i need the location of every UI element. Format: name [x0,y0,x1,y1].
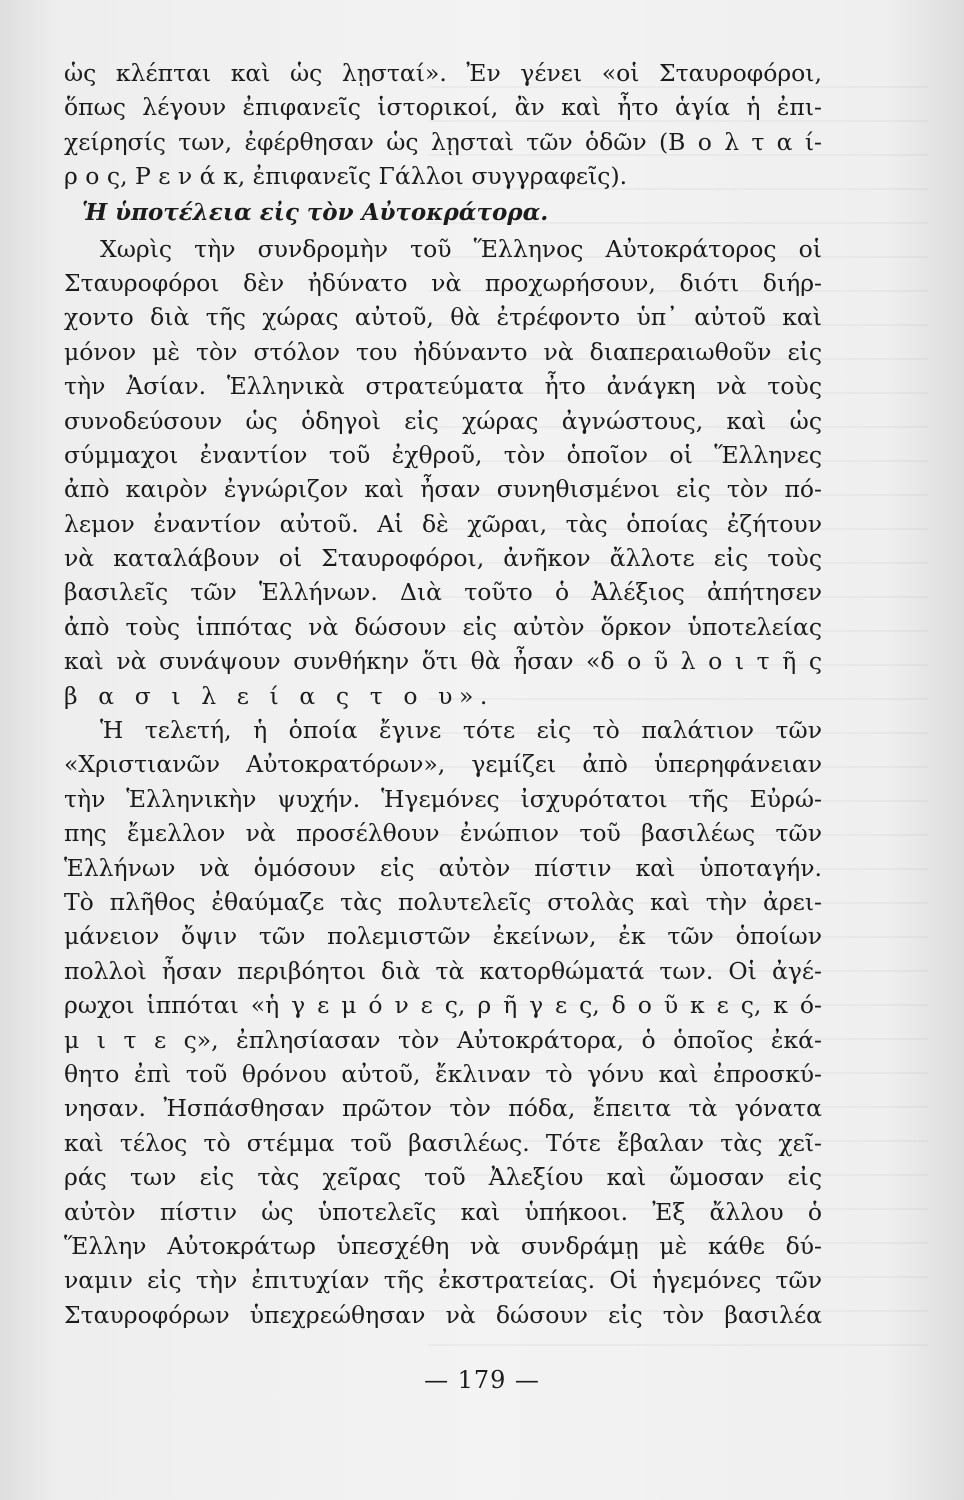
text-line: Σταυροφόροι δὲν ἠδύνατο νὰ προχωρήσουν, διότι διήρ- [64,268,822,297]
text-line: «Χριστιανῶν Αὐτοκρατόρων», γεμίζει ἀπὸ ὑπερηφάνειαν [64,750,822,779]
page-number: — 179 — [424,1366,540,1394]
text-line: Σταυροφόρων ὑπεχρεώθησαν νὰ δώσουν εἰς τὸν βασιλέα [64,1300,822,1329]
text-line: Ἡ τελετή, ἡ ὁποία ἔγινε τότε εἰς τὸ παλάτιον τῶν [100,716,822,745]
text-line: σύμμαχοι ἐναντίον τοῦ ἐχθροῦ, τὸν ὁποῖον οἱ Ἕλληνες [64,440,822,469]
text-line: Τὸ πλῆθος ἐθαύμαζε τὰς πολυτελεῖς στολὰς καὶ τὴν ἀρει- [64,887,822,916]
text-line: ἀπὸ καιρὸν ἐγνώριζον καὶ ἦσαν συνηθισμένοι εἰς τὸν πό- [64,475,822,504]
text-line: ράς των εἰς τὰς χεῖρας τοῦ Ἀλεξίου καὶ ὤμοσαν εἰς [64,1163,822,1192]
text-line: Ἑλλήνων νὰ ὁμόσουν εἰς αὐτὸν πίστιν καὶ ὑποταγήν. [64,853,822,882]
text-line: τὴν Ἀσίαν. Ἑλληνικὰ στρατεύματα ἦτο ἀνάγκη νὰ τοὺς [64,372,822,401]
text-line: ὡς κλέπται καὶ ὡς λῃσταί». Ἐν γένει «οἱ Σταυροφόροι, [64,59,822,87]
text-line: χοντο διὰ τῆς χώρας αὐτοῦ, θὰ ἐτρέφοντο ὑπ᾽ αὐτοῦ καὶ [64,303,822,332]
text-line: θητο ἐπὶ τοῦ θρόνου αὐτοῦ, ἔκλιναν τὸ γόνυ καὶ ἐπροσκύ- [64,1059,822,1088]
text-line: καὶ νὰ συνάψουν συνθήκην ὅτι θὰ ἦσαν «δ ο ῦ λ ο ι τ ῆ ς [64,647,822,676]
text-line: Ἕλλην Αὐτοκράτωρ ὑπεσχέθη νὰ συνδράμῃ μὲ κάθε δύ- [64,1231,822,1260]
text-line: χείρησίς των, ἐφέρθησαν ὡς λῃσταὶ τῶν ὁδῶν (Β ο λ τ α ί- [64,127,822,156]
text-line: αὐτὸν πίστιν ὡς ὑποτελεῖς καὶ ὑπήκοοι. Ἐξ ἄλλου ὁ [64,1197,822,1226]
text-line: ρ ο ς, Ρ ε ν ά κ, ἐπιφανεῖς Γάλλοι συγγραφεῖς). [64,162,628,191]
text-line: τὴν Ἑλληνικὴν ψυχήν. Ἡγεμόνες ἰσχυρότατοι τῆς Εὐρώ- [64,784,822,813]
text-line: ναμιν εἰς τὴν ἐπιτυχίαν τῆς ἐκστρατείας. Οἱ ἡγεμόνες τῶν [64,1266,822,1295]
text-line: ρωχοι ἱππόται «ἡ γ ε μ ό ν ε ς, ρ ῆ γ ε ς, δ ο ῦ κ ε ς, κ ό- [64,991,822,1020]
text-line: β α σ ι λ ε ί α ς τ ο υ». [64,681,494,710]
text-line: νησαν. Ἠσπάσθησαν πρῶτον τὸν πόδα, ἔπειτα τὰ γόνατα [64,1094,822,1123]
text-line: μόνον μὲ τὸν στόλον του ἠδύναντο νὰ διαπεραιωθοῦν εἰς [64,337,822,366]
text-line: βασιλεῖς τῶν Ἑλλήνων. Διὰ τοῦτο ὁ Ἀλέξιος ἀπήτησεν [64,578,822,607]
text-line: νὰ καταλάβουν οἱ Σταυροφόροι, ἀνῆκον ἄλλοτε εἰς τοὺς [64,544,822,573]
text-line: πης ἔμελλον νὰ προσέλθουν ἐνώπιον τοῦ βασιλέως τῶν [64,819,822,848]
text-line: συνοδεύσουν ὡς ὁδηγοὶ εἰς χώρας ἀγνώστους, καὶ ὡς [64,406,822,435]
text-line: μάνειον ὄψιν τῶν πολεμιστῶν ἐκείνων, ἐκ τῶν ὁποίων [64,922,822,951]
section-heading: Ἡ ὑποτέλεια εἰς τὸν Αὐτοκράτορα. [82,198,549,226]
text-line: καὶ τέλος τὸ στέμμα τοῦ βασιλέως. Τότε ἔβαλαν τὰς χεῖ- [64,1128,822,1157]
text-line: μ ι τ ε ς», ἐπλησίασαν τὸν Αὐτοκράτορα, ὁ ὁποῖος ἐκά- [64,1025,822,1054]
text-line: ἀπὸ τοὺς ἱππότας νὰ δώσουν εἰς αὐτὸν ὅρκον ὑποτελείας [64,612,822,641]
text-line: πολλοὶ ἦσαν περιβόητοι διὰ τὰ κατορθώματά των. Οἱ ἀγέ- [64,956,822,985]
text-line: λεμον ἐναντίον αὐτοῦ. Αἱ δὲ χῶραι, τὰς ὁποίας ἐζήτουν [64,509,822,538]
text-line: Χωρὶς τὴν συνδρομὴν τοῦ Ἕλληνος Αὐτοκράτορος οἱ [100,234,822,263]
page-body [64,56,822,1332]
text-line: ὅπως λέγουν ἐπιφανεῖς ἱστορικοί, ἂν καὶ ἦτο ἁγία ἡ ἐπι- [64,93,822,122]
